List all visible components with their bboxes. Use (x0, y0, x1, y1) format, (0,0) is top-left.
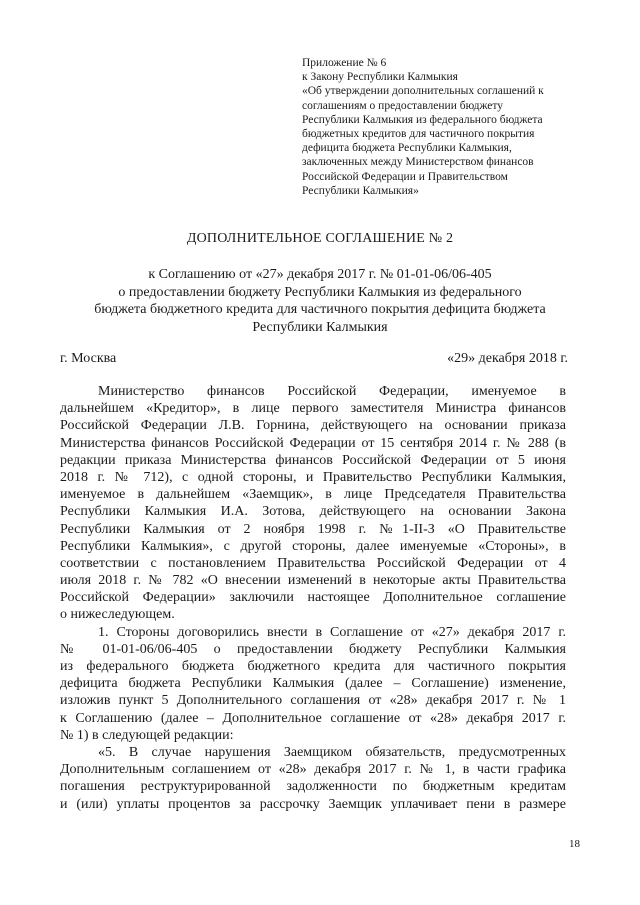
subtitle-line: бюджета бюджетного кредита для частичного покрытия дефицита бюджета (94, 302, 546, 317)
appendix-line: Приложение № 6 (302, 57, 387, 69)
body-line: изложив пункт 5 Дополнительного соглашения от «28» декабря 2017 г. № 1 (60, 693, 566, 709)
page-number: 18 (569, 838, 580, 850)
appendix-line: «Об утверждении дополнительных соглашений к (302, 85, 544, 98)
agreement-body (60, 383, 566, 813)
body-line: о нижеследующем. (60, 607, 175, 623)
body-line: Республики Калмыкия», с другой стороны, далее именуемые «Стороны», в (60, 538, 566, 554)
subtitle-line: Республики Калмыкия (252, 319, 388, 335)
document-subtitle (60, 266, 580, 336)
appendix-line: к Закону Республики Калмыкия (302, 71, 458, 84)
signing-date: «29» декабря 2018 г. (447, 351, 568, 366)
body-line: «5. В случае нарушения Заемщиком обязательств, предусмотренных (98, 744, 566, 760)
body-line: Республики Калмыкия от 2 ноября 1998 г. №1-II-З «О Правительстве (60, 521, 566, 537)
body-line: соответствии с постановлением Правительства Российской Федерации от 4 (60, 555, 566, 571)
appendix-line: соглашениям о предоставлении бюджету (302, 99, 503, 112)
body-line: редакции приказа Министерства финансов Российской Федерации от 5 июня (60, 452, 566, 468)
body-line: из федерального бюджета бюджетного кредита для частичного покрытия (60, 659, 566, 674)
appendix-line: Республики Калмыкия из федерального бюджета (302, 113, 543, 126)
place-of-signing: г. Москва (60, 351, 117, 366)
body-line: именуемое в дальнейшем «Заемщик», в лице Председателя Правительства (60, 487, 566, 503)
place-date-row (60, 351, 568, 367)
appendix-line: Республики Калмыкия» (302, 184, 419, 197)
body-line: Республики Калмыкия И.А. Зотова, действующего на основании Закона (60, 504, 566, 520)
body-line: Российской Федерации Л.В. Горнина, действующего на основании приказа (60, 418, 566, 434)
body-line: № 01-01-06/06-405 о предоставлении бюджету Республики Калмыкия (60, 641, 566, 657)
body-line: и (или) уплаты процентов за рассрочку Заемщик уплачивает пени в размере (60, 796, 566, 812)
body-line: Российской Федерации» заключили настоящее Дополнительное соглашение (60, 590, 566, 606)
body-line: Дополнительным соглашением от «28» декабря 2017 г. № 1, в части графика (60, 762, 566, 778)
subtitle-line: о предоставлении бюджету Республики Калмыкия из федерального (118, 284, 522, 300)
body-line: к Соглашению (далее – Дополнительное соглашение от «28» декабря 2017 г. (60, 710, 566, 726)
document-title: ДОПОЛНИТЕЛЬНОЕ СОГЛАШЕНИЕ № 2 (186, 231, 454, 246)
body-line: Министерства финансов Российской Федерации от 15 сентября 2014 г. № 288 (в (60, 435, 566, 451)
body-line: Министерство финансов Российской Федерации, именуемое в (98, 384, 566, 399)
appendix-line: заключенных между Министерством финансов (302, 156, 534, 169)
body-line: 1. Стороны договорились внести в Соглашение от «27» декабря 2017 г. (98, 624, 566, 640)
body-line: погашения реструктурированной задолженности по бюджетным кредитам (60, 779, 566, 795)
body-line: № 1) в следующей редакции: (60, 727, 234, 743)
appendix-header (302, 56, 602, 198)
appendix-line: Российской Федерации и Правительством (302, 170, 508, 183)
body-line: дефицита бюджета Республики Калмыкия (далее – Соглашение) изменение, (60, 676, 566, 692)
subtitle-line: к Соглашению от «27» декабря 2017 г. № 01-01-06/06-405 (148, 267, 492, 282)
body-line: дальнейшем «Кредитор», в лице первого заместителя Министра финансов (60, 401, 566, 417)
appendix-line: бюджетных кредитов для частичного покрытия (302, 128, 535, 141)
body-line: июля 2018 г. № 782 «О внесении изменений в некоторые акты Правительства (60, 573, 566, 589)
body-line: 2018 г. № 712), с одной стороны, и Правительство Республики Калмыкия, (60, 469, 566, 485)
appendix-line: дефицита бюджета Республики Калмыкия, (302, 142, 512, 155)
